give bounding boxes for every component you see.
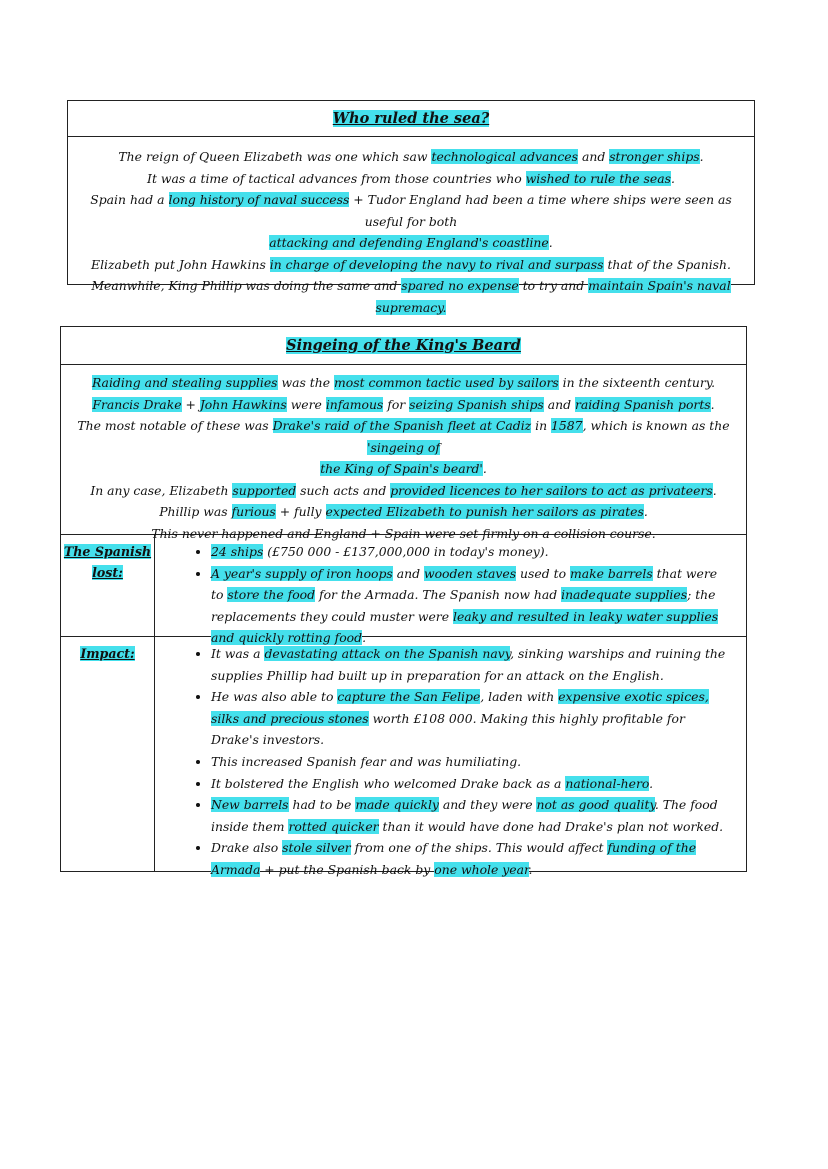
text-run: from one of the ships. This would affect	[350, 840, 608, 856]
text-run: had to be	[288, 797, 356, 813]
text-run: He was also able to	[211, 689, 338, 705]
text-run: Phillip was	[159, 504, 232, 519]
text-run: , laden with	[480, 689, 559, 705]
bullet-item	[211, 773, 726, 795]
section1-body	[68, 137, 754, 318]
highlighted-text: national-hero	[565, 775, 650, 791]
text-run: This increased Spanish fear and was humiliating.	[211, 753, 522, 769]
text-run: such acts and	[296, 482, 391, 498]
spanish-lost-list	[191, 541, 726, 649]
section2-title: Singeing of the King's Beard	[286, 337, 521, 354]
text-run: +	[181, 396, 200, 412]
text-run: Drake also	[211, 840, 283, 856]
text-run: used to	[516, 565, 570, 581]
text-line	[67, 480, 740, 502]
text-run: than it would have done had Drake's plan not worked.	[378, 818, 724, 834]
spanish-lost-label-line2: lost:	[92, 565, 123, 580]
text-run: that of the Spanish.	[603, 256, 731, 272]
text-line	[67, 394, 740, 416]
text-run: .	[712, 482, 717, 498]
highlighted-text: spared no expense	[401, 278, 519, 293]
highlighted-text: leaky and resulted in leaky water supplies and quickly rotting food	[211, 608, 719, 646]
text-run: It bolstered the English who welcomed Drake back as a	[211, 775, 566, 791]
who-ruled-the-sea-box	[67, 100, 755, 315]
highlighted-text: infamous	[325, 396, 384, 412]
highlighted-text: in charge of developing the navy to rival and surpass	[269, 256, 604, 272]
text-line	[74, 254, 748, 276]
text-line	[67, 415, 740, 458]
spanish-lost-content	[155, 535, 746, 646]
highlighted-text: rotted quicker	[288, 818, 379, 834]
highlighted-text: make barrels	[569, 565, 653, 581]
highlighted-text: not as good quality	[536, 797, 655, 813]
highlighted-text: devastating attack on the Spanish navy	[264, 646, 511, 661]
text-run: , which is known as the	[582, 418, 730, 433]
text-run: The most notable of these was	[77, 418, 273, 433]
text-run: .	[643, 504, 648, 519]
highlighted-text: seizing Spanish ships	[409, 396, 544, 412]
impact-content	[155, 637, 746, 877]
text-line	[74, 232, 748, 254]
highlighted-text: supported	[232, 482, 297, 498]
text-run: . The food inside them	[211, 797, 718, 834]
highlighted-text: stole silver	[282, 840, 351, 856]
section1-title: Who ruled the sea?	[332, 110, 490, 127]
text-run: + Tudor England had been a time where ships were seen as useful for both	[349, 192, 732, 229]
text-line	[67, 372, 740, 394]
text-run: and they were	[438, 797, 537, 813]
section2-intro	[61, 365, 746, 541]
highlighted-text: most common tactic used by sailors	[334, 375, 559, 390]
text-run: for the Armada. The Spanish now had	[315, 587, 562, 603]
highlighted-text: wished to rule the seas	[525, 170, 671, 186]
highlighted-text: maintain Spain's naval supremacy.	[375, 278, 731, 315]
text-run: Elizabeth put John Hawkins	[91, 256, 270, 272]
text-run: Meanwhile, King Phillip was doing the same and	[91, 278, 402, 293]
bullet-item	[211, 563, 726, 649]
highlighted-text: raiding Spanish ports	[574, 396, 711, 412]
bullet-item	[211, 643, 726, 686]
text-run: .	[528, 861, 533, 877]
text-run: , sinking warships and ruining the supplies Phillip had built up in preparation for an attack on the English.	[211, 646, 726, 683]
highlighted-text: Drake's raid of the Spanish fleet at Cadiz	[272, 418, 532, 433]
bullet-item	[211, 794, 726, 837]
text-run: + fully	[275, 504, 326, 519]
text-run: In any case, Elizabeth	[90, 482, 233, 498]
highlighted-text: A year's supply of iron hoops	[211, 565, 393, 581]
text-run: .	[649, 775, 654, 791]
text-run: It was a time of tactical advances from those countries who	[147, 170, 526, 186]
text-run: was the	[277, 375, 335, 390]
singeing-kings-beard-box	[60, 326, 747, 877]
text-line	[74, 189, 748, 232]
bullet-item	[211, 751, 726, 773]
highlighted-text: capture the San Felipe	[337, 689, 481, 705]
highlighted-text: attacking and defending England's coastline	[269, 235, 549, 250]
text-run: in the sixteenth century.	[558, 375, 716, 390]
impact-label	[61, 637, 155, 871]
highlighted-text: made quickly	[355, 797, 439, 813]
highlighted-text: funding of the Armada	[211, 840, 697, 877]
impact-row	[61, 637, 746, 877]
text-line	[74, 146, 748, 168]
spanish-lost-label	[61, 535, 155, 636]
text-run: .	[710, 396, 715, 412]
highlighted-text: Francis Drake	[92, 396, 182, 412]
highlighted-text: John Hawkins	[199, 396, 287, 412]
text-run: (£750 000 - £137,000,000 in today's money).	[263, 544, 549, 559]
text-line	[67, 501, 740, 523]
text-run: The reign of Queen Elizabeth was one which saw	[118, 149, 432, 164]
highlighted-text: 24 ships	[211, 544, 264, 559]
highlighted-text: inadequate supplies	[561, 587, 688, 603]
highlighted-text: expected Elizabeth to punish her sailors as pirates	[325, 504, 644, 519]
highlighted-text: technological advances	[431, 149, 579, 164]
text-run: .	[548, 235, 553, 250]
highlighted-text: expensive exotic spices, silks and precious stones	[211, 689, 709, 726]
text-run: that were to	[211, 565, 718, 603]
text-run: and	[543, 396, 575, 412]
text-line	[74, 275, 748, 318]
text-run: .	[482, 461, 487, 476]
text-run: .	[362, 630, 367, 646]
text-run: in	[531, 418, 552, 433]
highlighted-text: one whole year	[434, 861, 529, 877]
text-run: for	[383, 396, 410, 412]
highlighted-text: wooden staves	[423, 565, 517, 581]
text-run: .	[699, 149, 704, 164]
section1-title-row	[68, 101, 754, 137]
highlighted-text: stronger ships	[609, 149, 700, 164]
highlighted-text: furious	[231, 504, 276, 519]
highlighted-text: 1587	[551, 418, 583, 433]
text-run: worth £108 000. Making this highly profitable for Drake's investors.	[211, 710, 685, 748]
text-line	[67, 458, 740, 480]
text-run: + put the Spanish back by	[260, 861, 435, 877]
highlighted-text: New barrels	[211, 797, 289, 813]
text-run: and	[578, 149, 610, 164]
section2-title-row	[61, 327, 746, 365]
highlighted-text: 'singeing of	[367, 439, 440, 455]
impact-list	[191, 643, 726, 881]
text-run: were	[286, 396, 326, 412]
highlighted-text: Raiding and stealing supplies	[91, 375, 278, 390]
bullet-item	[211, 686, 726, 751]
highlighted-text: the King of Spain's beard'	[320, 461, 483, 476]
impact-label-text: Impact:	[80, 646, 135, 661]
text-line	[74, 168, 748, 190]
bullet-item	[211, 541, 726, 563]
highlighted-text: provided licences to her sailors to act as privateers	[390, 482, 713, 498]
highlighted-text: long history of naval success	[168, 192, 350, 207]
spanish-lost-label-line1: The Spanish	[63, 544, 152, 559]
text-run: ; the replacements they could muster were	[211, 587, 716, 624]
text-run: .	[671, 170, 675, 186]
bullet-item	[211, 837, 726, 880]
text-run: This never happened and England + Spain were set firmly on a collision course.	[151, 525, 656, 541]
text-run: It was a	[211, 646, 265, 661]
text-run: to try and	[518, 278, 589, 293]
highlighted-text: store the food	[227, 587, 316, 603]
text-run: and	[392, 565, 424, 581]
spanish-lost-row	[61, 535, 746, 646]
text-run: Spain had a	[90, 192, 169, 207]
